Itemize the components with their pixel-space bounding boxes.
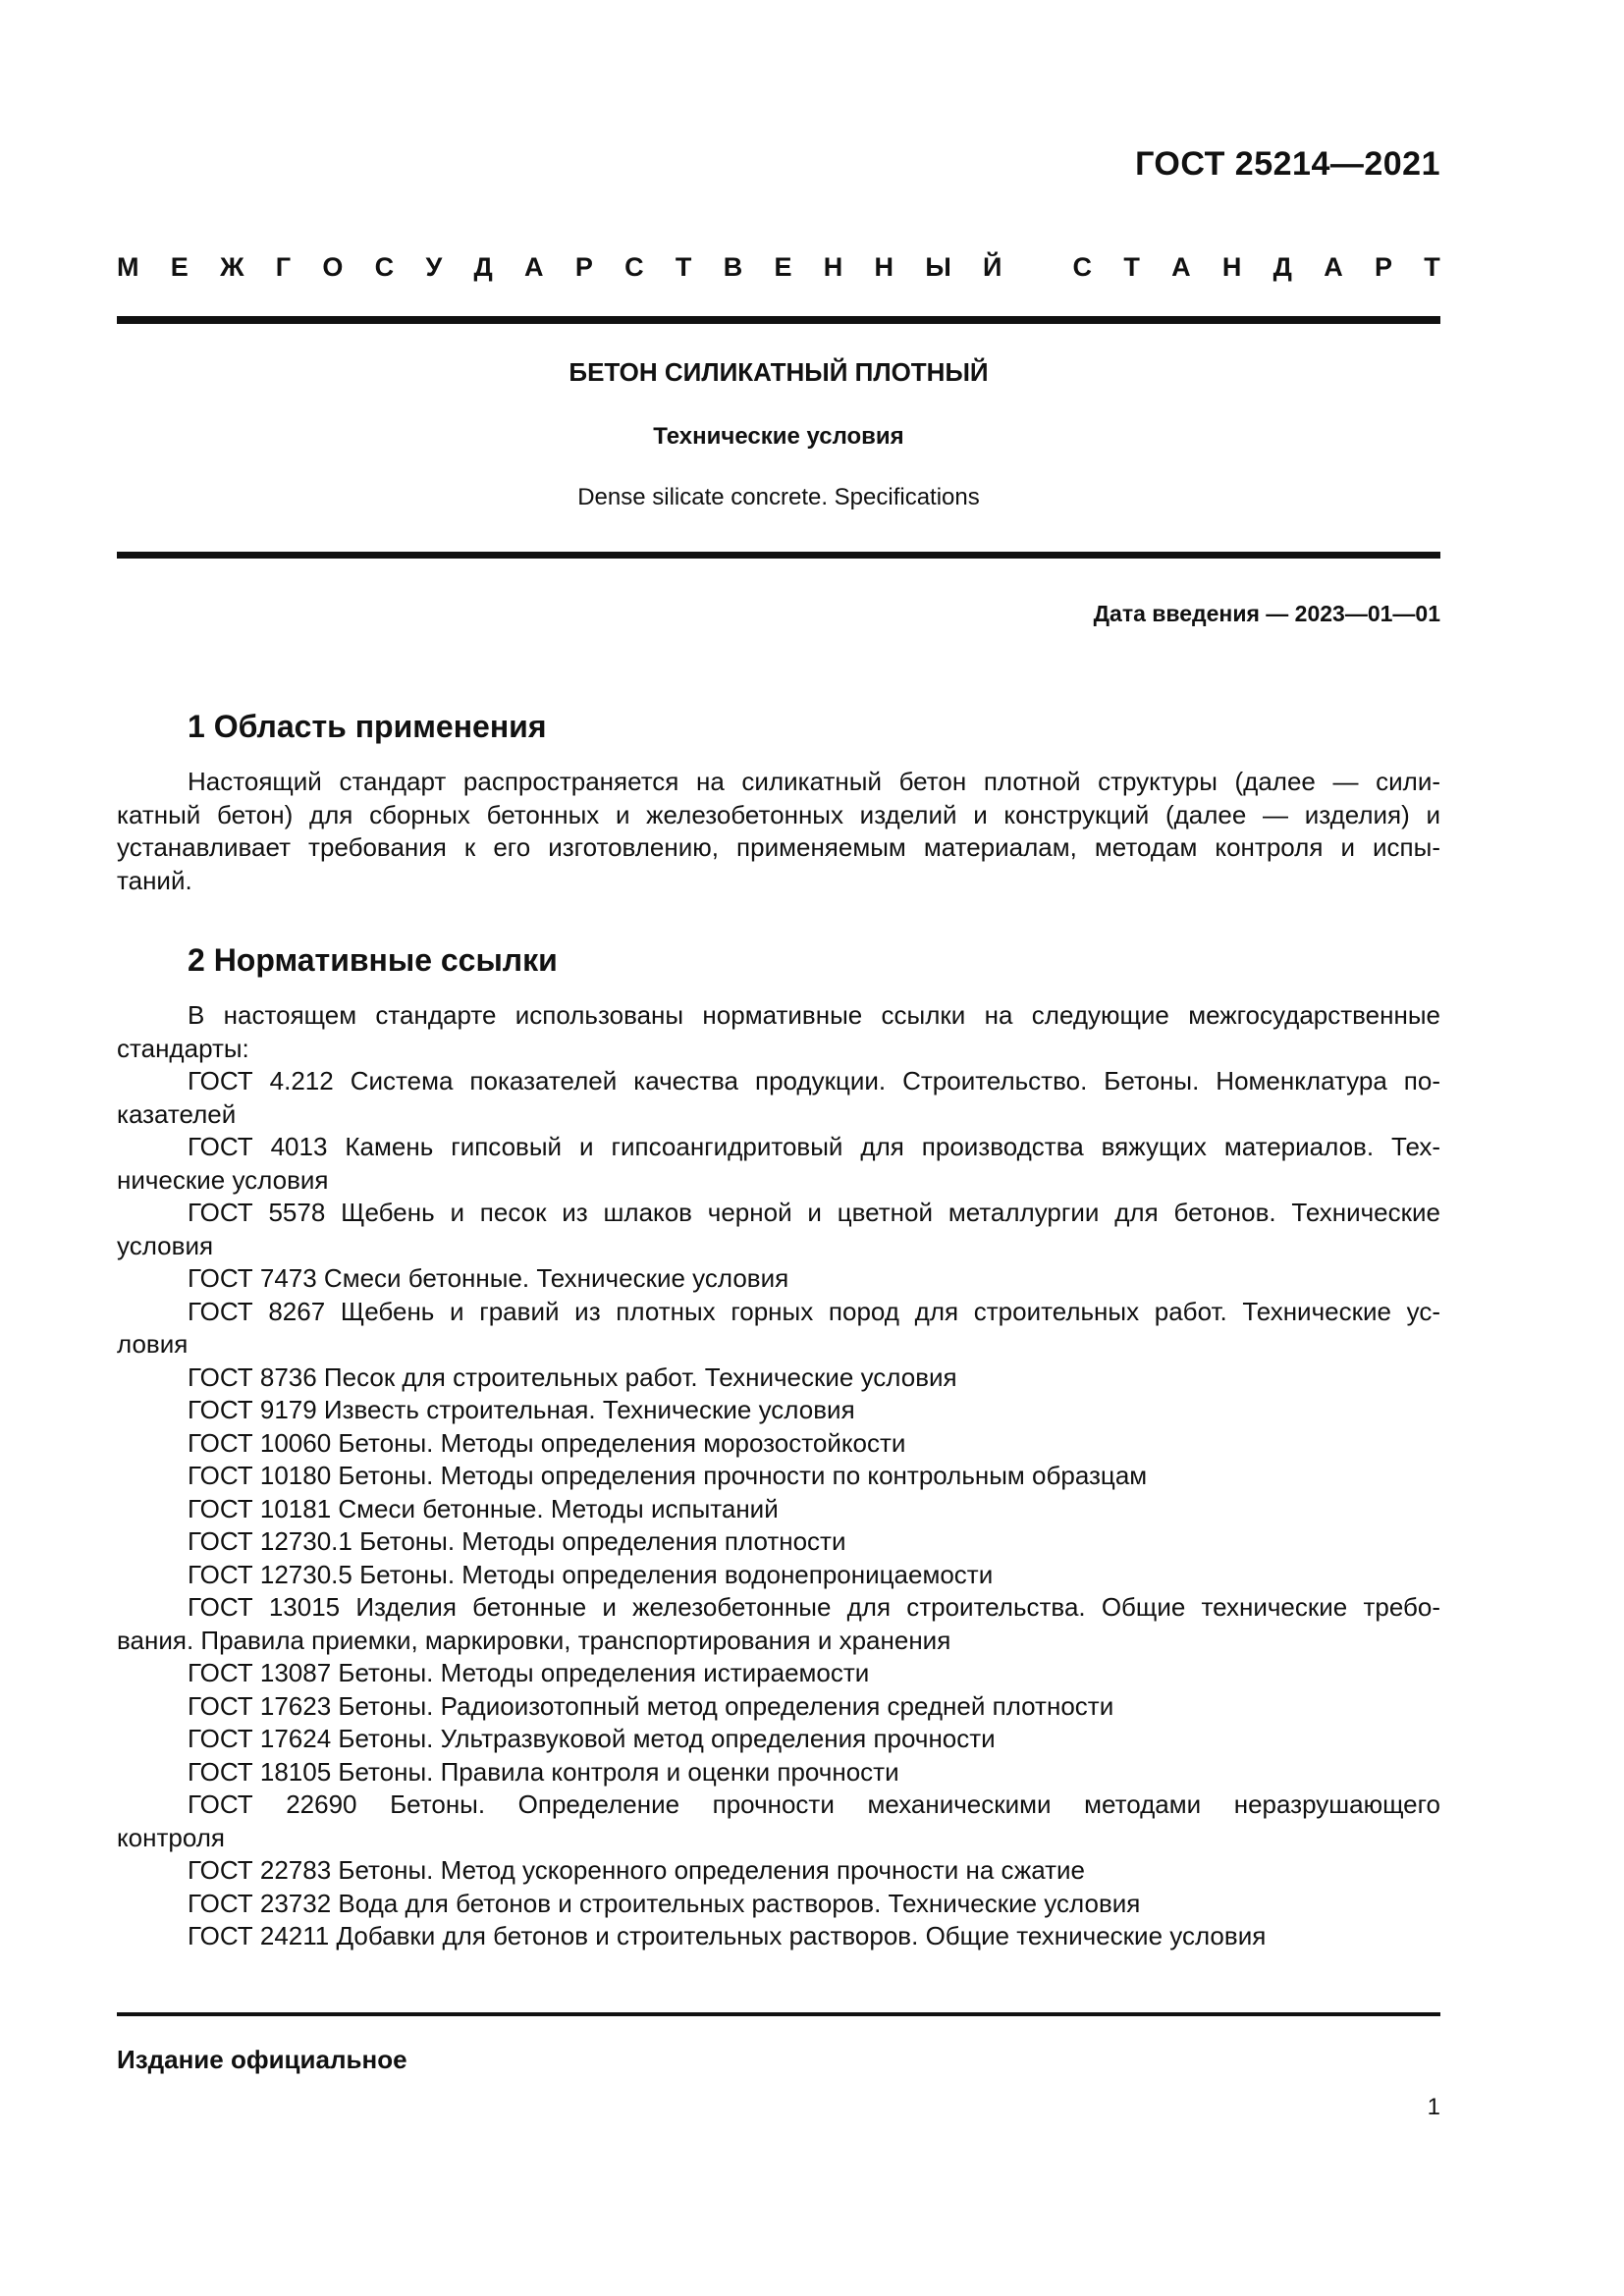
- top-divider: [117, 316, 1440, 324]
- reference-line: ГОСТ 17624 Бетоны. Ультразвуковой метод определения прочности: [188, 1724, 996, 1753]
- text-line: В настоящем стандарте использованы нормативные ссылки на следующие межгосударственные: [188, 1000, 1440, 1030]
- reference-line: ГОСТ 5578 Щебень и песок из шлаков черной и цветной металлургии для бетонов. Технические: [188, 1198, 1440, 1227]
- banner-letter: М: [117, 252, 139, 282]
- reference-line: ГОСТ 4.212 Система показателей качества продукции. Строительство. Бетоны. Номенклатура по-: [188, 1066, 1440, 1095]
- text-line: таний.: [117, 865, 192, 895]
- banner-letter: О: [322, 252, 344, 282]
- banner-letter: Ы: [925, 252, 951, 282]
- reference-line: ГОСТ 13015 Изделия бетонные и железобетонные для строительства. Общие технические требо-: [188, 1592, 1440, 1622]
- reference-line: ГОСТ 24211 Добавки для бетонов и строительных растворов. Общие технические условия: [188, 1921, 1267, 1950]
- banner-letter: С: [374, 252, 395, 282]
- banner-letter: У: [425, 252, 443, 282]
- reference-line: ГОСТ 22690 Бетоны. Определение прочности механическими методами неразрушающего: [188, 1789, 1440, 1819]
- banner-letter: Н: [874, 252, 894, 282]
- document-title: БЕТОН СИЛИКАТНЫЙ ПЛОТНЫЙ: [568, 357, 989, 387]
- document-page: [117, 0, 1440, 2296]
- page-number: 1: [1427, 2094, 1440, 2120]
- banner-letter: Н: [823, 252, 843, 282]
- banner-letter: С: [1072, 252, 1093, 282]
- reference-line: ГОСТ 18105 Бетоны. Правила контроля и оценки прочности: [188, 1756, 899, 1787]
- reference-line: ГОСТ 7473 Смеси бетонные. Технические условия: [188, 1263, 789, 1293]
- banner-gap: [1034, 252, 1042, 283]
- reference-line: нические условия: [117, 1164, 329, 1195]
- banner-letter: Н: [1221, 252, 1242, 282]
- interstate-standard-banner: [117, 252, 1440, 283]
- banner-letter: А: [1171, 252, 1191, 282]
- text-line: устанавливает требования к его изготовлению, применяемым материалам, методам контроля и испы-: [117, 832, 1440, 862]
- reference-line: ловия: [117, 1329, 189, 1359]
- reference-line: ГОСТ 12730.1 Бетоны. Методы определения плотности: [188, 1526, 846, 1556]
- reference-line: ГОСТ 10180 Бетоны. Методы определения прочности по контрольным образцам: [188, 1461, 1148, 1490]
- reference-line: ГОСТ 9179 Известь строительная. Технические условия: [188, 1395, 855, 1424]
- footer-divider: [117, 2012, 1440, 2016]
- reference-line: ГОСТ 8736 Песок для строительных работ. Технические условия: [188, 1362, 957, 1392]
- banner-letter: Т: [1424, 252, 1440, 282]
- introduction-date: Дата введения — 2023—01—01: [1093, 601, 1440, 626]
- reference-line: ГОСТ 10181 Смеси бетонные. Методы испытаний: [188, 1493, 779, 1523]
- official-edition-label: Издание официальное: [117, 2045, 407, 2074]
- reference-line: ГОСТ 10060 Бетоны. Методы определения морозостойкости: [188, 1427, 906, 1458]
- banner-letter: С: [624, 252, 644, 282]
- reference-line: ГОСТ 22783 Бетоны. Метод ускоренного определения прочности на сжатие: [188, 1855, 1086, 1885]
- reference-line: ГОСТ 12730.5 Бетоны. Методы определения водонепроницаемости: [188, 1559, 994, 1589]
- banner-letter: Е: [170, 252, 189, 282]
- banner-letter: Д: [1272, 252, 1292, 282]
- reference-line: контроля: [117, 1822, 225, 1852]
- banner-letter: Г: [275, 252, 292, 282]
- section-heading-normative-references: 2 Нормативные ссылки: [188, 942, 558, 978]
- section-heading-scope: 1 Область применения: [188, 709, 547, 744]
- banner-letter: Р: [1374, 252, 1392, 282]
- reference-line: вания. Правила приемки, маркировки, транспортирования и хранения: [117, 1625, 951, 1655]
- text-line: стандарты:: [117, 1033, 249, 1063]
- banner-letter: Т: [1123, 252, 1140, 282]
- banner-letter: Й: [983, 252, 1002, 282]
- banner-letter: Д: [473, 252, 493, 282]
- reference-line: ГОСТ 13087 Бетоны. Методы определения истираемости: [188, 1658, 870, 1687]
- document-number: ГОСТ 25214—2021: [1135, 145, 1440, 183]
- banner-letter: Е: [774, 252, 792, 282]
- document-title-english: Dense silicate concrete. Specifications: [577, 484, 980, 510]
- banner-letter: Р: [574, 252, 593, 282]
- document-subtitle: Технические условия: [653, 423, 904, 450]
- reference-line: ГОСТ 8267 Щебень и гравий из плотных горных пород для строительных работ. Технические ус-: [188, 1296, 1440, 1326]
- text-line: катный бетон) для сборных бетонных и железобетонных изделий и конструкций (далее — изделия) и: [117, 799, 1440, 829]
- reference-line: ГОСТ 23732 Вода для бетонов и строительных растворов. Технические условия: [188, 1888, 1141, 1918]
- banner-letter: А: [524, 252, 544, 282]
- normative-references-list: [117, 999, 1440, 1953]
- reference-line: ГОСТ 4013 Камень гипсовый и гипсоангидритовый для производства вяжущих материалов. Тех-: [188, 1132, 1440, 1161]
- scope-paragraph: [117, 766, 1440, 897]
- banner-letter: А: [1324, 252, 1343, 282]
- title-divider: [117, 552, 1440, 559]
- reference-line: ГОСТ 17623 Бетоны. Радиоизотопный метод определения средней плотности: [188, 1690, 1114, 1721]
- reference-line: условия: [117, 1230, 214, 1260]
- text-line: Настоящий стандарт распространяется на силикатный бетон плотной структуры (далее — сили-: [188, 767, 1440, 796]
- banner-letter: Ж: [220, 252, 244, 282]
- reference-line: казателей: [117, 1098, 237, 1129]
- banner-letter: Т: [675, 252, 692, 282]
- banner-letter: В: [723, 252, 743, 282]
